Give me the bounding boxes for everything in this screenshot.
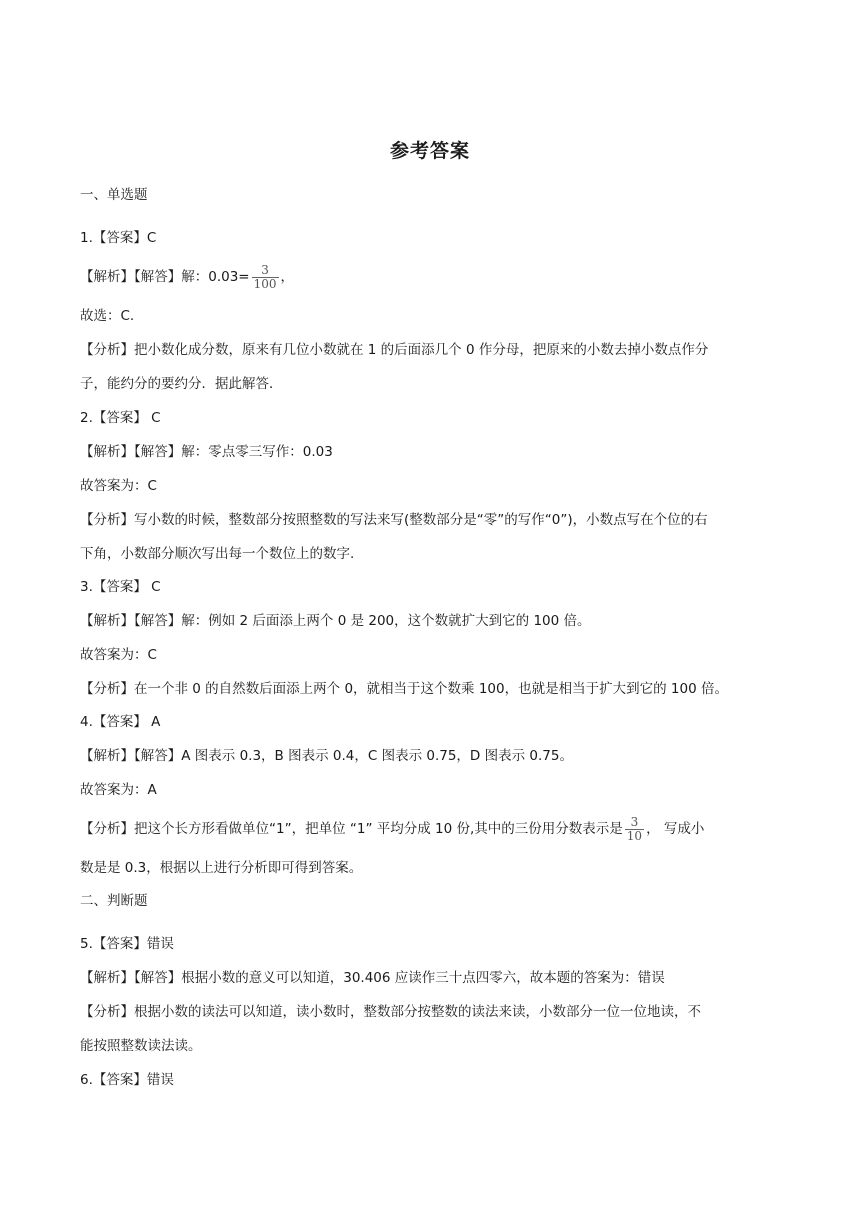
q1-parse: [80, 262, 780, 292]
q4-fraction-denominator: 10: [626, 828, 643, 843]
q1-analysis-line-2: 子，能约分的要约分．据此解答．: [80, 376, 283, 392]
q1-parse-suffix: ，: [280, 269, 295, 285]
q1-fraction: [252, 264, 279, 291]
q3-conclusion: 故答案为：C: [80, 647, 157, 663]
q1-conclusion: 故选：C.: [80, 308, 135, 324]
q1-answer: 1.【答案】C: [80, 230, 157, 246]
q5-parse: 【解析】【解答】根据小数的意义可以知道，30.406 应读作三十点四零六，故本题的答案为：错误: [80, 970, 665, 986]
q2-analysis-line-1: 【分析】写小数的时候，整数部分按照整数的写法来写(整数部分是“零”的写作“0”)，小数点写在个位的右: [80, 512, 708, 528]
q4-analysis-line-1: [80, 814, 780, 844]
q4-analysis-suffix: ， 写成小: [646, 821, 705, 837]
q6-answer: 6.【答案】错误: [80, 1072, 174, 1088]
q4-conclusion: 故答案为：A: [80, 782, 157, 798]
q2-answer: 2.【答案】 C: [80, 410, 161, 426]
q5-answer: 5.【答案】错误: [80, 936, 174, 952]
q4-analysis-line-2: 数是是 0.3，根据以上进行分析即可得到答案。: [80, 860, 363, 876]
q3-answer: 3.【答案】 C: [80, 579, 161, 595]
q2-parse: 【解析】【解答】解：零点零三写作：0.03: [80, 444, 333, 460]
section-heading-single-choice: 一、单选题: [80, 187, 148, 203]
q1-fraction-numerator: 3: [252, 264, 279, 278]
q4-parse: 【解析】【解答】A 图表示 0.3，B 图表示 0.4，C 图表示 0.75，D 图表示 0.75。: [80, 748, 573, 764]
q2-analysis-line-2: 下角，小数部分顺次写出每一个数位上的数字.: [80, 546, 355, 562]
section-heading-true-false: 二、判断题: [80, 893, 148, 909]
q4-fraction-numerator: 3: [625, 816, 644, 830]
q5-analysis-line-2: 能按照整数读法读。: [80, 1038, 202, 1054]
page-title: 参考答案: [389, 140, 470, 162]
q1-analysis-line-1: 【分析】把小数化成分数，原来有几位小数就在 1 的后面添几个 0 作分母，把原来的小数去掉小数点作分: [80, 342, 709, 358]
q4-answer: 4.【答案】 A: [80, 714, 161, 730]
q1-parse-prefix: 【解析】【解答】解：0.03=: [80, 269, 250, 285]
q1-fraction-denominator: 100: [253, 276, 277, 291]
q5-analysis-line-1: 【分析】根据小数的读法可以知道，读小数时，整数部分按整数的读法来读，小数部分一位一位地读，不: [80, 1004, 701, 1020]
q3-analysis-line-1: 【分析】在一个非 0 的自然数后面添上两个 0，就相当于这个数乘 100，也就是相当于扩大到它的 100 倍。: [80, 681, 728, 697]
q3-parse: 【解析】【解答】解：例如 2 后面添上两个 0 是 200，这个数就扩大到它的 100 倍。: [80, 613, 591, 629]
q2-conclusion: 故答案为：C: [80, 478, 157, 494]
q4-fraction: [625, 816, 644, 843]
q4-analysis-prefix: 【分析】把这个长方形看做单位“1”，把单位 “1” 平均分成 10 份,其中的三份用分数表示是: [80, 821, 623, 837]
